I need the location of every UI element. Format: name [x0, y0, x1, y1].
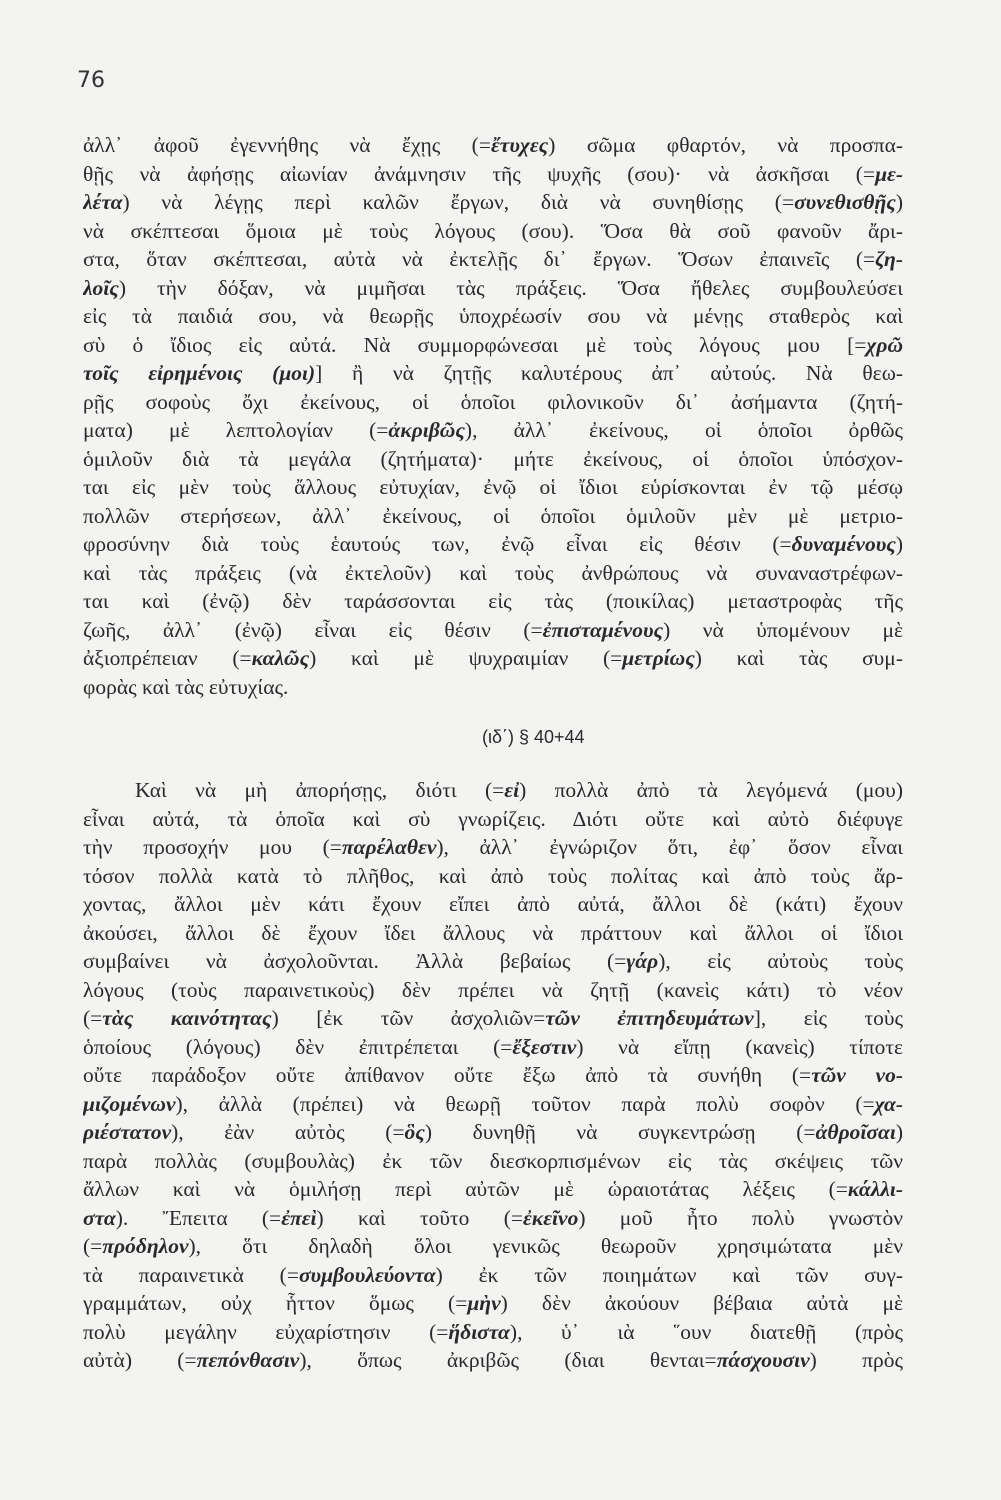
- text-line: [83, 805, 903, 834]
- glossed-term: ἐπεὶ: [281, 1205, 317, 1230]
- text-line: [83, 160, 903, 189]
- glossed-term: καλῶς: [251, 646, 310, 670]
- text-run: φορὰς καὶ τὰς εὐτυχίας.: [83, 674, 289, 699]
- text-line: [83, 1118, 903, 1147]
- glossed-term: μετρίως: [622, 646, 695, 670]
- text-line: [83, 1261, 903, 1290]
- text-run: ἀλλ᾽ ἀφοῦ ἐγεννήθης νὰ ἔχῃς (=: [83, 133, 491, 157]
- text-run: τὰ παραινετικὰ (=: [83, 1262, 299, 1287]
- glossed-term: ἔξεστιν: [512, 1034, 577, 1059]
- text-run: πολλῶν στερήσεων, ἀλλ᾽ ἐκείνους, οἱ ὁποῖοι ὁμιλοῦν μὲν μὲ μετριο-: [83, 503, 903, 528]
- text-run: καὶ τὰς πράξεις (νὰ ἐκτελοῦν) καὶ τοὺς ἀνθρώπους νὰ συναναστρέφων-: [83, 560, 903, 585]
- text-line: [83, 1175, 903, 1204]
- text-line: [83, 1061, 903, 1090]
- text-line: [83, 359, 903, 388]
- page-number: 76: [77, 68, 105, 93]
- text-run: συμβαίνει νὰ ἀσχολοῦνται. Ἀλλὰ βεβαίως (=: [83, 949, 627, 973]
- text-run: ), ἀλλ᾽ ἐγνώριζον ὅτι, ἐφ᾽ ὅσον εἶναι: [436, 835, 903, 859]
- text-run: ): [895, 532, 903, 556]
- text-run: ματα) μὲ λεπτολογίαν (=: [83, 418, 389, 442]
- text-line: [83, 1289, 903, 1318]
- text-run: ) [ἐκ τῶν ἀσχολιῶν=: [271, 1006, 546, 1030]
- text-run: ), ἐὰν αὐτὸς (=: [171, 1120, 405, 1144]
- text-run: ) τὴν δόξαν, νὰ μιμῆσαι τὰς πράξεις. Ὅσα ἤθελες συμβουλεύσει: [118, 275, 903, 300]
- glossed-term: μιζομένων: [83, 1091, 176, 1116]
- text-line: [83, 1346, 903, 1375]
- text-line: [83, 445, 903, 474]
- text-run: ) νὰ λέγῃς περὶ καλῶν ἔργων, διὰ νὰ συνηθίσῃς (=: [122, 190, 795, 214]
- text-line: [83, 274, 903, 303]
- glossed-term: συνεθισθῇς: [794, 190, 896, 214]
- text-line: [83, 1033, 903, 1062]
- text-line: [83, 673, 903, 702]
- text-line: [83, 862, 903, 891]
- text-line: [83, 530, 903, 559]
- text-run: ) σῶμα φθαρτόν, νὰ προσπα-: [548, 133, 903, 157]
- text-line: [83, 1318, 903, 1347]
- text-run: θῇς νὰ ἀφήσῃς αἰωνίαν ἀνάμνησιν τῆς ψυχῆς (σου)· νὰ ἀσκῆσαι (=: [83, 161, 876, 186]
- text-run: (=: [83, 1234, 103, 1258]
- text-run: ), ὅπως ἀκριβῶς (διαι θενται=: [299, 1348, 717, 1372]
- text-run: αὐτὰ) (=: [83, 1348, 197, 1372]
- text-run: ), ὑ᾽ ιὰ ῞ουν διατεθῇ (πρὸς: [509, 1319, 903, 1344]
- text-run: ) καὶ μὲ ψυχραιμίαν (=: [309, 646, 623, 670]
- paragraph: [83, 776, 903, 1375]
- text-run: ) νὰ εἴπῃ (κανεὶς) τίποτε: [576, 1034, 903, 1059]
- text-run: οὔτε παράδοξον οὔτε ἀπίθανον οὔτε ἔξω ἀπὸ τὰ συνήθη (=: [83, 1063, 812, 1087]
- glossed-term: εἰ: [504, 778, 520, 802]
- text-line: [83, 1147, 903, 1176]
- glossed-term: ζη-: [875, 247, 903, 271]
- glossed-term: ἀθροῖσαι: [815, 1120, 896, 1144]
- glossed-term: ἔτυχες: [490, 133, 549, 157]
- text-run: τόσον πολλὰ κατὰ τὸ πλῆθος, καὶ ἀπὸ τοὺς πολίτας καὶ ἀπὸ τοὺς ἄρ-: [83, 863, 903, 888]
- glossed-term: ριέστατον: [83, 1120, 172, 1144]
- glossed-term: λέτα: [83, 190, 123, 214]
- glossed-term: ἥδιστα: [448, 1319, 510, 1344]
- glossed-term: τοῖς εἰρημένοις (μοι): [83, 361, 316, 385]
- paragraph-continued: [83, 131, 903, 701]
- glossed-term: παρέλαθεν: [341, 835, 437, 859]
- text-run: ) δὲν ἀκούουν βέβαια αὐτὰ μὲ: [500, 1291, 903, 1315]
- glossed-term: πρόδηλον: [102, 1234, 189, 1258]
- text-line: [83, 776, 903, 805]
- text-run: ρῇς σοφοὺς ὄχι ἐκείνους, οἱ ὁποῖοι φιλονικοῦν δι᾽ ἀσήμαντα (ζητή-: [83, 389, 903, 414]
- text-run: ): [895, 190, 903, 214]
- text-run: ) πολλὰ ἀπὸ τὰ λεγόμενά (μου): [519, 778, 903, 802]
- text-line: [83, 644, 903, 673]
- text-line: [83, 616, 903, 645]
- glossed-term: ἐκεῖνο: [523, 1205, 579, 1230]
- text-run: ἀκούσει, ἄλλοι δὲ ἔχουν ἴδει ἄλλους νὰ πράττουν καὶ ἄλλοι οἱ ἴδιοι: [83, 920, 903, 945]
- glossed-term: κάλλι-: [847, 1177, 903, 1201]
- text-line: [83, 217, 903, 246]
- text-run: ἄλλων καὶ νὰ ὁμιλήσῃ περὶ αὐτῶν μὲ ὡραιοτάτας λέξεις (=: [83, 1177, 848, 1201]
- glossed-term: πεπόνθασιν: [196, 1348, 300, 1372]
- text-run: ), εἰς αὐτοὺς τοὺς: [658, 949, 903, 973]
- text-run: ), ἀλλὰ (πρέπει) νὰ θεωρῇ τοῦτον παρὰ πολὺ σοφὸν (=: [175, 1091, 875, 1116]
- text-run: (=: [83, 1006, 103, 1030]
- text-line: [83, 587, 903, 616]
- text-line: [83, 559, 903, 588]
- text-run: εἰς τὰ παιδιά σου, νὰ θεωρῇς ὑποχρέωσίν σου νὰ μένῃς σταθερὸς καὶ: [83, 304, 903, 328]
- text-run: ) μοῦ ἦτο πολὺ γνωστὸν: [578, 1205, 903, 1230]
- text-run: ζωῆς, ἀλλ᾽ (ἐνῷ) εἶναι εἰς θέσιν (=: [83, 617, 543, 642]
- text-run: ὁμιλοῦν διὰ τὰ μεγάλα (ζητήματα)· μήτε ἐκείνους, οἱ ὁποῖοι ὑπόσχον-: [83, 446, 903, 471]
- text-line: [83, 1090, 903, 1119]
- section-heading: (ιδ΄) § 40+44: [482, 727, 585, 747]
- text-line: [83, 919, 903, 948]
- text-run: ὁποίους (λόγους) δὲν ἐπιτρέπεται (=: [83, 1034, 513, 1059]
- text-run: ) δυνηθῇ νὰ συγκεντρώσῃ (=: [424, 1120, 816, 1144]
- text-run: λόγους (τοὺς παραινετικοὺς) δὲν πρέπει νὰ ζητῇ (κανεὶς κάτι) τὸ νέον: [83, 977, 903, 1002]
- text-run: ), ἀλλ᾽ ἐκείνους, οἱ ὁποῖοι ὀρθῶς: [464, 418, 903, 442]
- text-run: ). Ἔπειτα (=: [115, 1205, 282, 1230]
- text-run: ): [895, 1120, 903, 1144]
- text-line: [83, 331, 903, 360]
- text-run: ) νὰ ὑπομένουν μὲ: [663, 617, 903, 642]
- text-run: ) καὶ τοῦτο (=: [316, 1205, 524, 1230]
- glossed-term: ἀκριβῶς: [388, 418, 465, 442]
- text-line: [83, 302, 903, 331]
- text-line: [83, 890, 903, 919]
- glossed-term: χα-: [874, 1091, 903, 1116]
- text-run: παρὰ πολλὰς (συμβουλὰς) ἐκ τῶν διεσκορπισμένων εἰς τὰς σκέψεις τῶν: [83, 1148, 903, 1173]
- glossed-term: ὃς: [404, 1120, 425, 1144]
- text-run: ], εἰς τοὺς: [753, 1006, 903, 1030]
- text-run: χοντας, ἄλλοι μὲν κάτι ἔχουν εἴπει ἀπὸ αὐτά, ἄλλοι δὲ (κάτι) ἔχουν: [83, 892, 903, 916]
- glossed-term: στα: [83, 1205, 116, 1230]
- text-line: [83, 388, 903, 417]
- text-run: φροσύνην διὰ τοὺς ἑαυτούς των, ἐνῷ εἶναι εἰς θέσιν (=: [83, 532, 792, 556]
- text-line: [83, 1004, 903, 1033]
- text-line: [83, 245, 903, 274]
- glossed-term: με-: [875, 161, 903, 186]
- text-run: σὺ ὁ ἴδιος εἰς αὐτά. Νὰ συμμορφώνεσαι μὲ τοὺς λόγους μου [=: [83, 332, 867, 357]
- text-run: νὰ σκέπτεσαι ὅμοια μὲ τοὺς λόγους (σου). Ὅσα θὰ σοῦ φανοῦν ἄρι-: [83, 218, 903, 243]
- glossed-term: γάρ: [626, 949, 659, 973]
- text-run: Καὶ νὰ μὴ ἀπορήσῃς, διότι (=: [135, 778, 505, 802]
- text-line: [83, 1232, 903, 1261]
- text-run: ) ἐκ τῶν ποιημάτων καὶ τῶν συγ-: [435, 1262, 903, 1287]
- text-line: [83, 1204, 903, 1233]
- text-run: τὴν προσοχήν μου (=: [83, 835, 342, 859]
- text-run: ται εἰς μὲν τοὺς ἄλλους εὐτυχίαν, ἐνῷ οἱ ἴδιοι εὑρίσκονται ἐν τῷ μέσῳ: [83, 475, 903, 499]
- text-run: ), ὅτι δηλαδὴ ὅλοι γενικῶς θεωροῦν χρησιμώτατα μὲν: [188, 1234, 903, 1258]
- text-line: [83, 502, 903, 531]
- glossed-term: χρῶ: [866, 332, 903, 357]
- text-run: γραμμάτων, οὐχ ἧττον ὅμως (=: [83, 1291, 468, 1315]
- text-line: [83, 473, 903, 502]
- glossed-term: τῶν ἐπιτηδευμάτων: [545, 1006, 754, 1030]
- glossed-term: μὴν: [467, 1291, 501, 1315]
- text-run: εἶναι αὐτά, τὰ ὁποῖα καὶ σὺ γνωρίζεις. Διότι οὔτε καὶ αὐτὸ διέφυγε: [83, 806, 903, 831]
- glossed-term: πάσχουσιν: [716, 1348, 810, 1372]
- glossed-term: δυναμένους: [791, 532, 896, 556]
- text-run: ται καὶ (ἐνῷ) δὲν ταράσσονται εἰς τὰς (ποικίλας) μεταστροφὰς τῆς: [83, 589, 903, 613]
- text-run: ἀξιοπρέπειαν (=: [83, 646, 252, 670]
- glossed-term: τῶν νο-: [811, 1063, 903, 1087]
- glossed-term: τὰς καινότητας: [102, 1006, 272, 1030]
- glossed-term: συμβουλεύοντα: [298, 1262, 436, 1287]
- glossed-term: λοῖς: [83, 275, 119, 300]
- text-run: ) καὶ τὰς συμ-: [694, 646, 903, 670]
- text-line: [83, 188, 903, 217]
- text-run: πολὺ μεγάλην εὐχαρίστησιν (=: [83, 1319, 449, 1344]
- text-line: [83, 416, 903, 445]
- text-line: [83, 833, 903, 862]
- text-run: ] ἢ νὰ ζητῇς καλυτέρους ἀπ᾽ αὐτούς. Νὰ θεω-: [315, 361, 903, 385]
- text-run: ) πρὸς: [809, 1348, 903, 1372]
- text-run: στα, ὅταν σκέπτεσαι, αὐτὰ νὰ ἐκτελῇς δι᾽ ἔργων. Ὅσων ἐπαινεῖς (=: [83, 247, 876, 271]
- text-line: [83, 976, 903, 1005]
- text-line: [83, 131, 903, 160]
- text-line: [83, 947, 903, 976]
- glossed-term: ἐπισταμένους: [542, 617, 664, 642]
